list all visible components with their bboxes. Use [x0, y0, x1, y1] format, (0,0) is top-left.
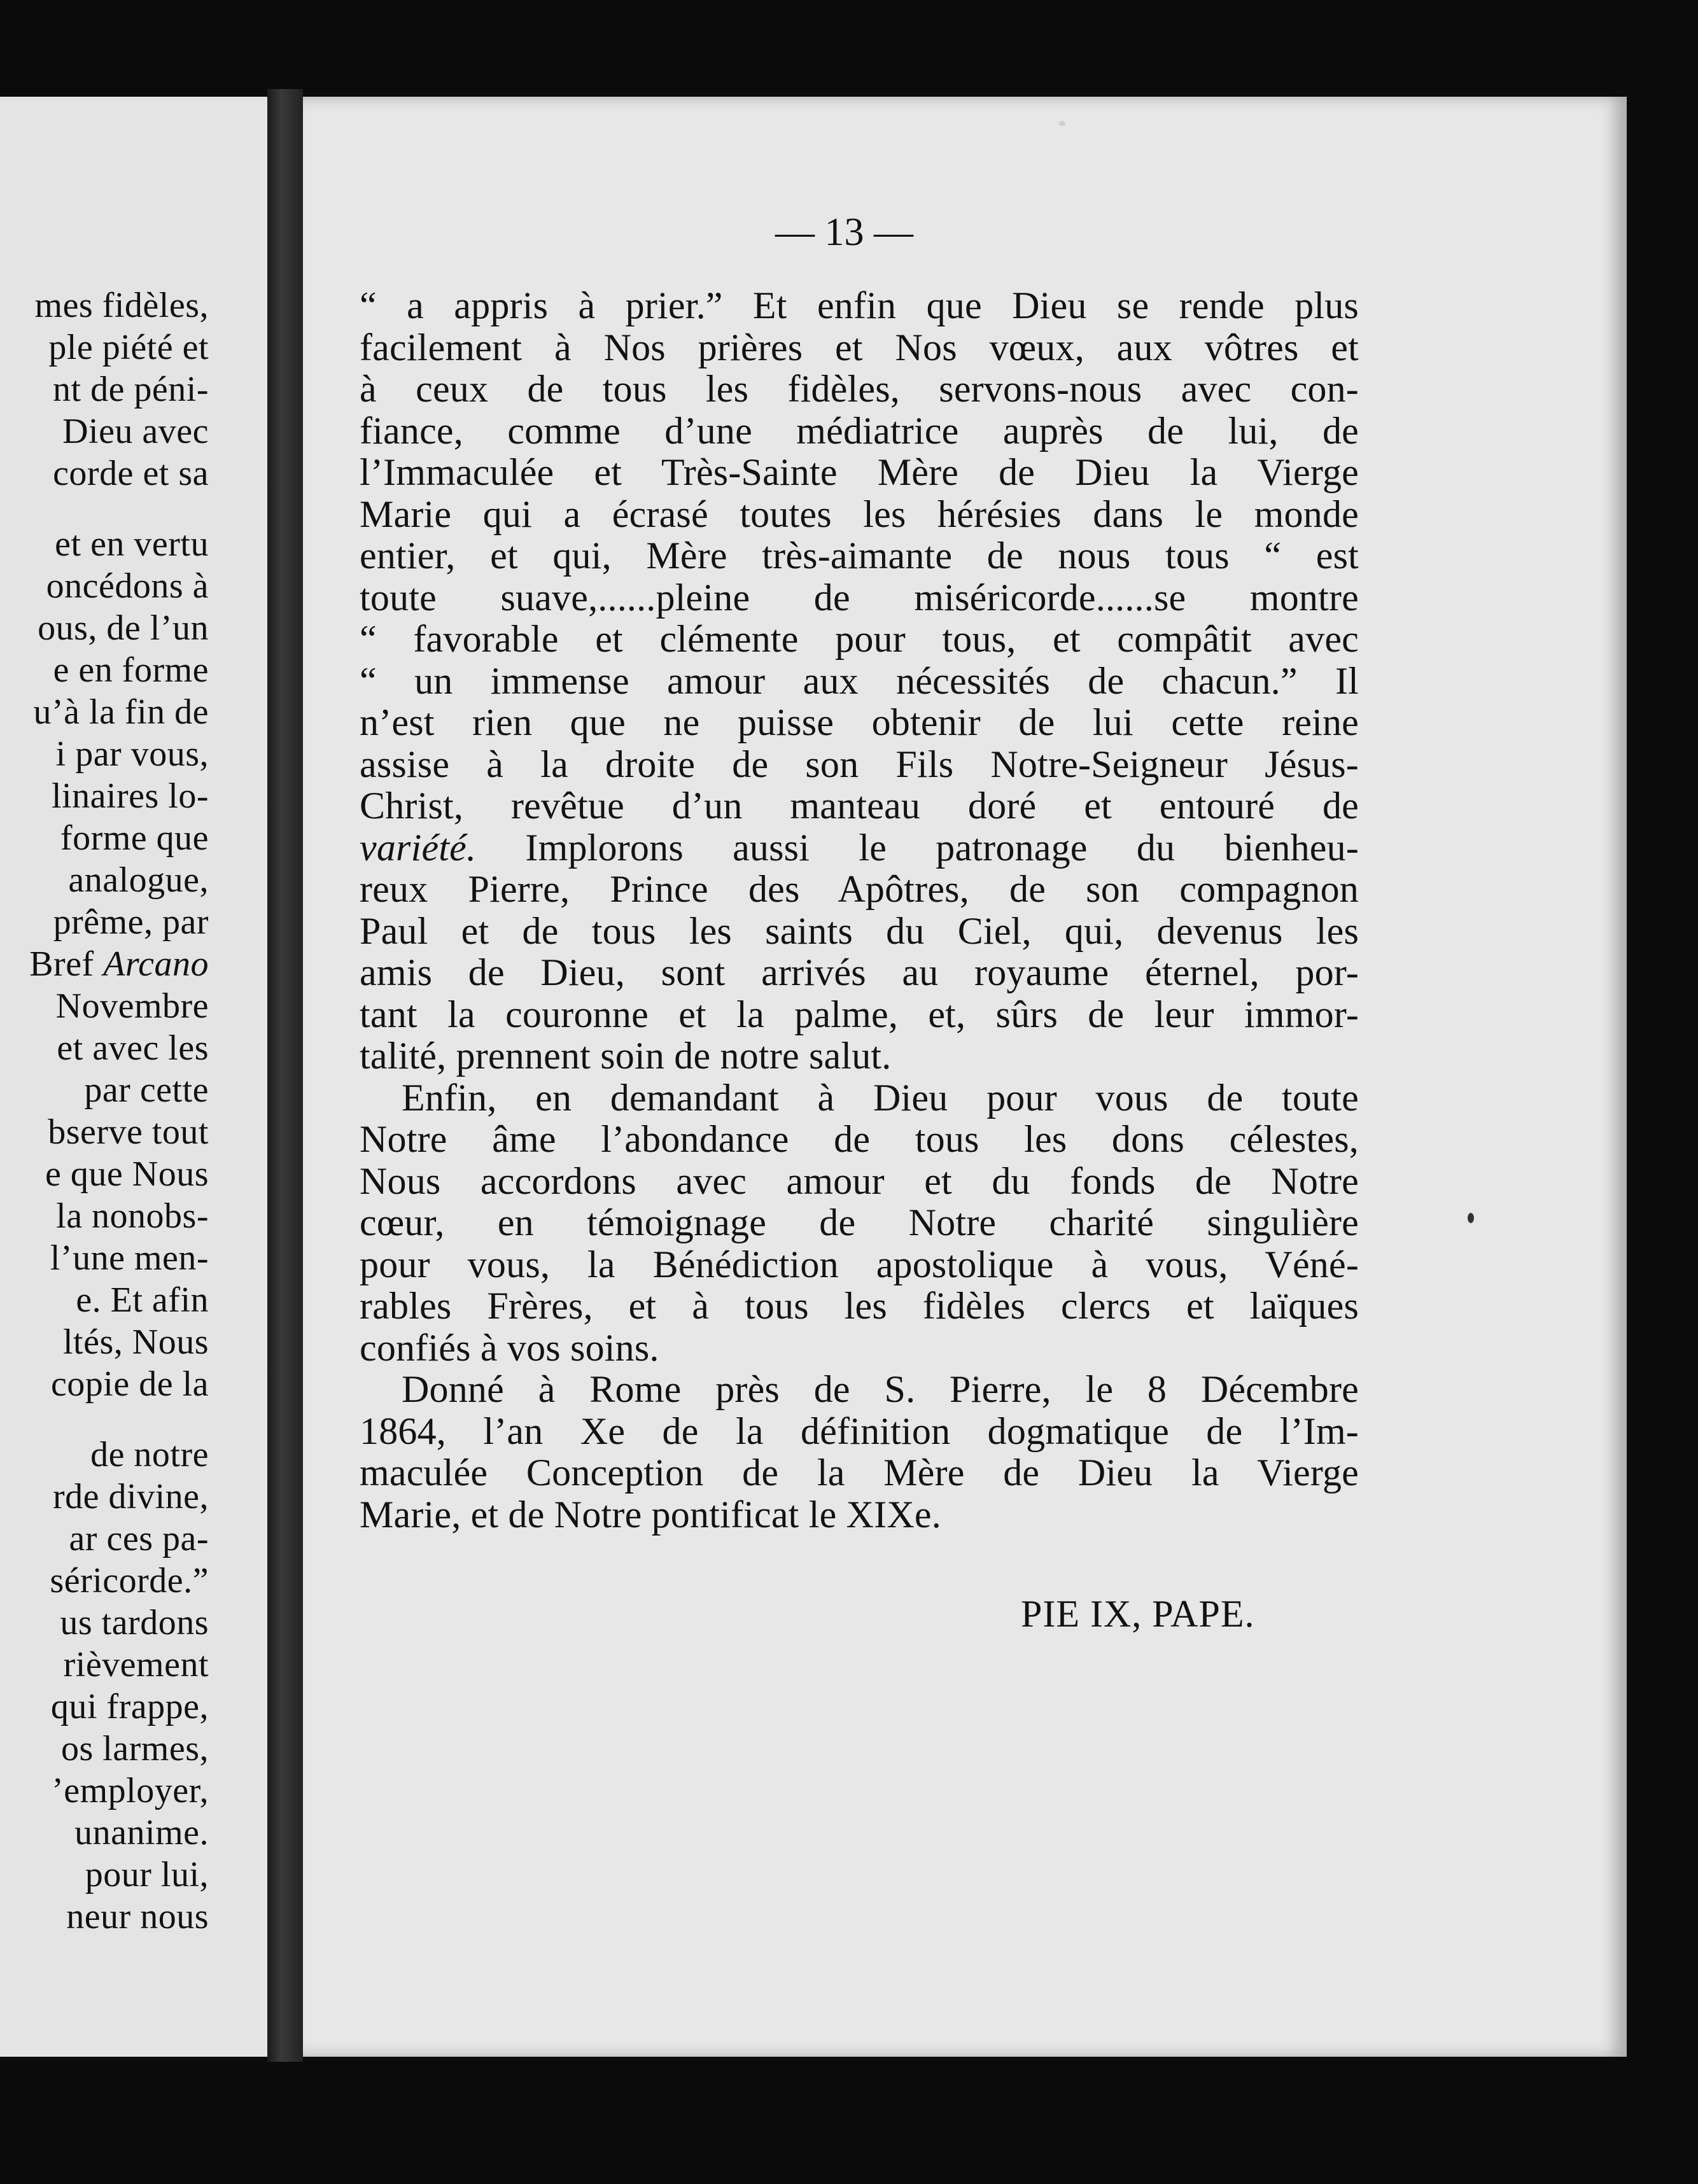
left-page-fragment	[0, 97, 267, 2057]
text-line: fiance, comme d’une médiatrice auprès de lui, de	[360, 409, 1359, 452]
text-line: “ favorable et clémente pour tous, et compâtit avec	[360, 618, 1359, 660]
left-text-line: l’une men-	[50, 1238, 209, 1278]
right-column-text	[360, 285, 1359, 1536]
left-text-line: analogue,	[68, 860, 209, 900]
text-line: facilement à Nos prières et Nos vœux, aux vôtres et	[360, 326, 1359, 368]
left-text-line: séricorde.”	[50, 1561, 209, 1600]
left-text-line: Dieu avec	[62, 412, 209, 451]
left-text-line: neur nous	[66, 1897, 209, 1936]
left-text-line: ltés, Nous	[63, 1322, 209, 1362]
left-text-line: e en forme	[53, 650, 209, 690]
left-text-line: corde et sa	[53, 454, 209, 493]
text-line: n’est rien que ne puisse obtenir de lui cette reine	[360, 701, 1359, 743]
text-line: variété. Implorons aussi le patronage du bienheu-	[360, 826, 1359, 869]
text-line: amis de Dieu, sont arrivés au royaume éternel, por-	[360, 951, 1359, 993]
left-text-line: i par vous,	[55, 734, 209, 774]
text-line: Enfin, en demandant à Dieu pour vous de toute	[402, 1076, 1359, 1119]
text-line: Marie, et de Notre pontificat le XIXe.	[360, 1493, 941, 1536]
left-text-line: rde divine,	[53, 1477, 209, 1516]
left-text-line: ple piété et	[48, 328, 209, 367]
left-text-line: ous, de l’un	[38, 608, 209, 648]
left-text-line: bserve tout	[48, 1112, 209, 1152]
text-line: talité, prennent soin de notre salut.	[360, 1035, 892, 1077]
text-line: toute suave,......pleine de miséricorde......se montre	[360, 576, 1359, 619]
left-text-line: forme que	[60, 818, 209, 858]
left-text-line: us tardons	[60, 1603, 209, 1642]
left-text-line: ’employer,	[52, 1771, 209, 1810]
text-line: tant la couronne et la palme, et, sûrs de leur immor-	[360, 993, 1359, 1035]
left-text-line: copie de la	[50, 1364, 209, 1404]
left-text-line: rièvement	[63, 1645, 209, 1684]
text-line: Nous accordons avec amour et du fonds de Notre	[360, 1159, 1359, 1202]
text-line: Marie qui a écrasé toutes les hérésies dans le monde	[360, 493, 1359, 535]
text-line: Donné à Rome près de S. Pierre, le 8 Décembre	[402, 1368, 1359, 1410]
left-text-line: et avec les	[57, 1028, 209, 1068]
text-line: cœur, en témoignage de Notre charité singulière	[360, 1201, 1359, 1243]
left-text-line: et en vertu	[55, 524, 209, 564]
left-text-line: e que Nous	[45, 1154, 209, 1194]
text-line: “ un immense amour aux nécessités de chacun.” Il	[360, 659, 1359, 702]
signature: PIE IX, PAPE.	[1021, 1593, 1255, 1635]
text-line: “ a appris à prier.” Et enfin que Dieu se rende plus	[360, 284, 1359, 326]
left-text-line: mes fidèles,	[34, 286, 209, 325]
left-text-line: de notre	[90, 1435, 209, 1474]
text-line: l’Immaculée et Très-Sainte Mère de Dieu la Vierge	[360, 451, 1359, 493]
left-text-line: Novembre	[55, 986, 209, 1026]
text-line: entier, et qui, Mère très-aimante de nous tous “ est	[360, 535, 1359, 577]
text-line: 1864, l’an Xe de la définition dogmatique de l’Im-	[360, 1410, 1359, 1452]
left-text-line: prême, par	[53, 902, 209, 942]
left-text-line: Bref Arcano	[29, 944, 209, 984]
left-text-line: linaires lo-	[51, 776, 209, 816]
text-line: Notre âme l’abondance de tous les dons célestes,	[360, 1118, 1359, 1160]
text-line: confiés à vos soins.	[360, 1326, 659, 1369]
left-text-line: par cette	[84, 1070, 209, 1110]
text-line: maculée Conception de la Mère de Dieu la Vierge	[360, 1452, 1359, 1494]
text-line: rables Frères, et à tous les fidèles clercs et laïques	[360, 1285, 1359, 1327]
left-text-line: ar ces pa-	[69, 1519, 209, 1558]
left-text-line: unanime.	[74, 1813, 209, 1852]
left-text-line: e. Et afin	[76, 1280, 209, 1320]
left-text-line: nt de péni-	[53, 370, 209, 409]
left-text-line: la nonobs-	[56, 1196, 209, 1236]
left-text-line: os larmes,	[60, 1729, 209, 1768]
text-line: à ceux de tous les fidèles, servons-nous avec con-	[360, 368, 1359, 410]
text-line: reux Pierre, Prince des Apôtres, de son compagnon	[360, 868, 1359, 910]
left-text-line: pour lui,	[85, 1855, 209, 1894]
page-number: — 13 —	[775, 211, 913, 254]
book-gutter	[267, 89, 303, 2062]
text-line: pour vous, la Bénédiction apostolique à vous, Véné-	[360, 1243, 1359, 1285]
left-text-line: qui frappe,	[50, 1687, 209, 1726]
text-line: Christ, revêtue d’un manteau doré et entouré de	[360, 785, 1359, 827]
left-text-line: oncédons à	[46, 566, 209, 606]
text-line: Paul et de tous les saints du Ciel, qui, devenus les	[360, 909, 1359, 952]
text-line: assise à la droite de son Fils Notre-Seigneur Jésus-	[360, 743, 1359, 785]
left-text-line: u’à la fin de	[33, 692, 209, 732]
